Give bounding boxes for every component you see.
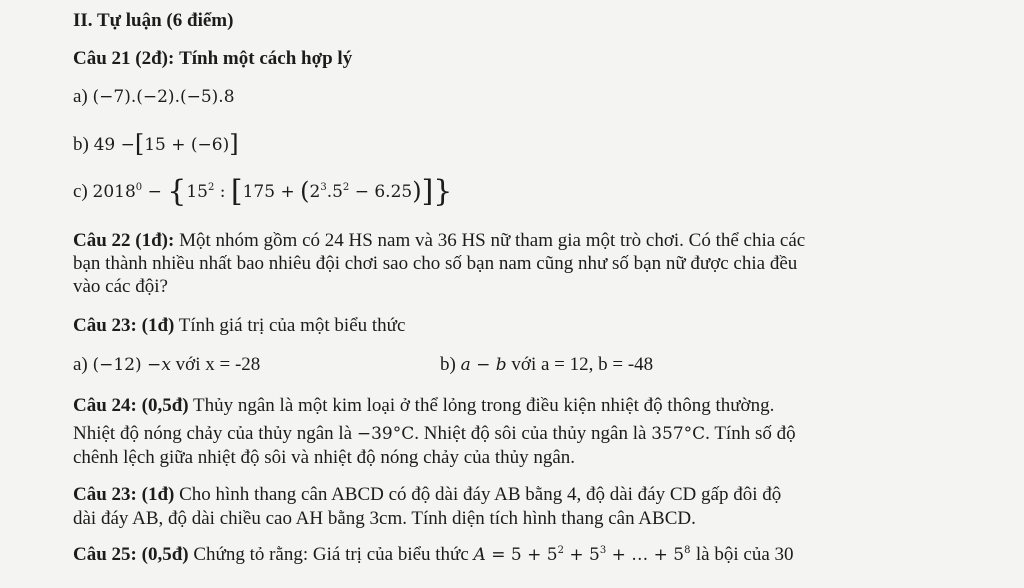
- question-25-line: Câu 25: (0,5đ) Chứng tỏ rằng: Giá trị của biểu thức $A = 5 + 5^2 + 5^3$ + … + $5^8$ là bội của 30: [73, 544, 794, 565]
- part-c-expression: $2018^0 - \{15^2$ : $[175 + (2^3.5^2 - 6.25)]$}: [92, 174, 453, 209]
- question-22-line-1: Câu 22 (1đ): Một nhóm gồm có 24 HS nam và 36 HS nữ tham gia một trò chơi. Có thể chia các: [73, 230, 806, 251]
- question-22-line-3: vào các đội?: [73, 276, 168, 297]
- part-b-label: b): [73, 134, 89, 155]
- part-a-expression: (−7).(−2).(−5).8: [92, 87, 235, 107]
- question-25-expression: $A = 5 + 5^2 + 5^3$ + … + $5^8$: [473, 545, 691, 565]
- question-21-part-b: [73, 130, 239, 158]
- question-21-part-a: [73, 86, 235, 108]
- question-23b-line-1: Câu 23: (1đ) Cho hình thang cân ABCD có độ dài đáy AB bằng 4, độ dài đáy CD gấp đôi độ: [73, 484, 782, 505]
- question-23a-label: Câu 23: (1đ): [73, 315, 175, 336]
- part-b-expression: 49 −[15 + (−6)]: [93, 130, 239, 158]
- question-22-label: Câu 22 (1đ):: [73, 230, 175, 251]
- boiling-temperature: 357°C: [651, 424, 706, 444]
- question-22-line-2: bạn thành nhiều nhất bao nhiêu đội chơi sao cho số bạn nam cũng như số bạn nữ được chia đều: [73, 253, 798, 274]
- section-heading: II. Tự luận (6 điểm): [73, 10, 234, 31]
- question-23a-part-a: a) (−12) −x với x = -28: [73, 354, 261, 375]
- question-25-label: Câu 25: (0,5đ): [73, 544, 189, 565]
- part-c-label: c): [73, 181, 88, 202]
- melting-temperature: −39°C: [356, 424, 415, 444]
- part-a-label: a): [73, 86, 88, 107]
- question-23a-part-b: b) a − b với a = 12, b = -48: [440, 354, 654, 375]
- question-24-line-1: Câu 24: (0,5đ) Thủy ngân là một kim loại ở thể lỏng trong điều kiện nhiệt độ thông thường.: [73, 395, 775, 416]
- question-21-label: Câu 21 (2đ):: [73, 48, 175, 69]
- question-21-part-c: [73, 174, 453, 209]
- question-24-label: Câu 24: (0,5đ): [73, 395, 189, 416]
- question-23b-line-2: dài đáy AB, độ dài chiều cao AH bằng 3cm. Tính diện tích hình thang cân ABCD.: [73, 508, 696, 529]
- question-21-prompt: Tính một cách hợp lý: [179, 48, 353, 69]
- question-24-line-3: chênh lệch giữa nhiệt độ sôi và nhiệt độ nóng chảy của thủy ngân.: [73, 447, 576, 468]
- question-24-line-2: Nhiệt độ nóng chảy của thủy ngân là −39°C. Nhiệt độ sôi của thủy ngân là 357°C. Tính số độ: [73, 423, 796, 444]
- question-23a-title: Câu 23: (1đ) Tính giá trị của một biểu thức: [73, 315, 406, 336]
- question-21-title: [73, 48, 352, 70]
- question-23b-label: Câu 23: (1đ): [73, 484, 175, 505]
